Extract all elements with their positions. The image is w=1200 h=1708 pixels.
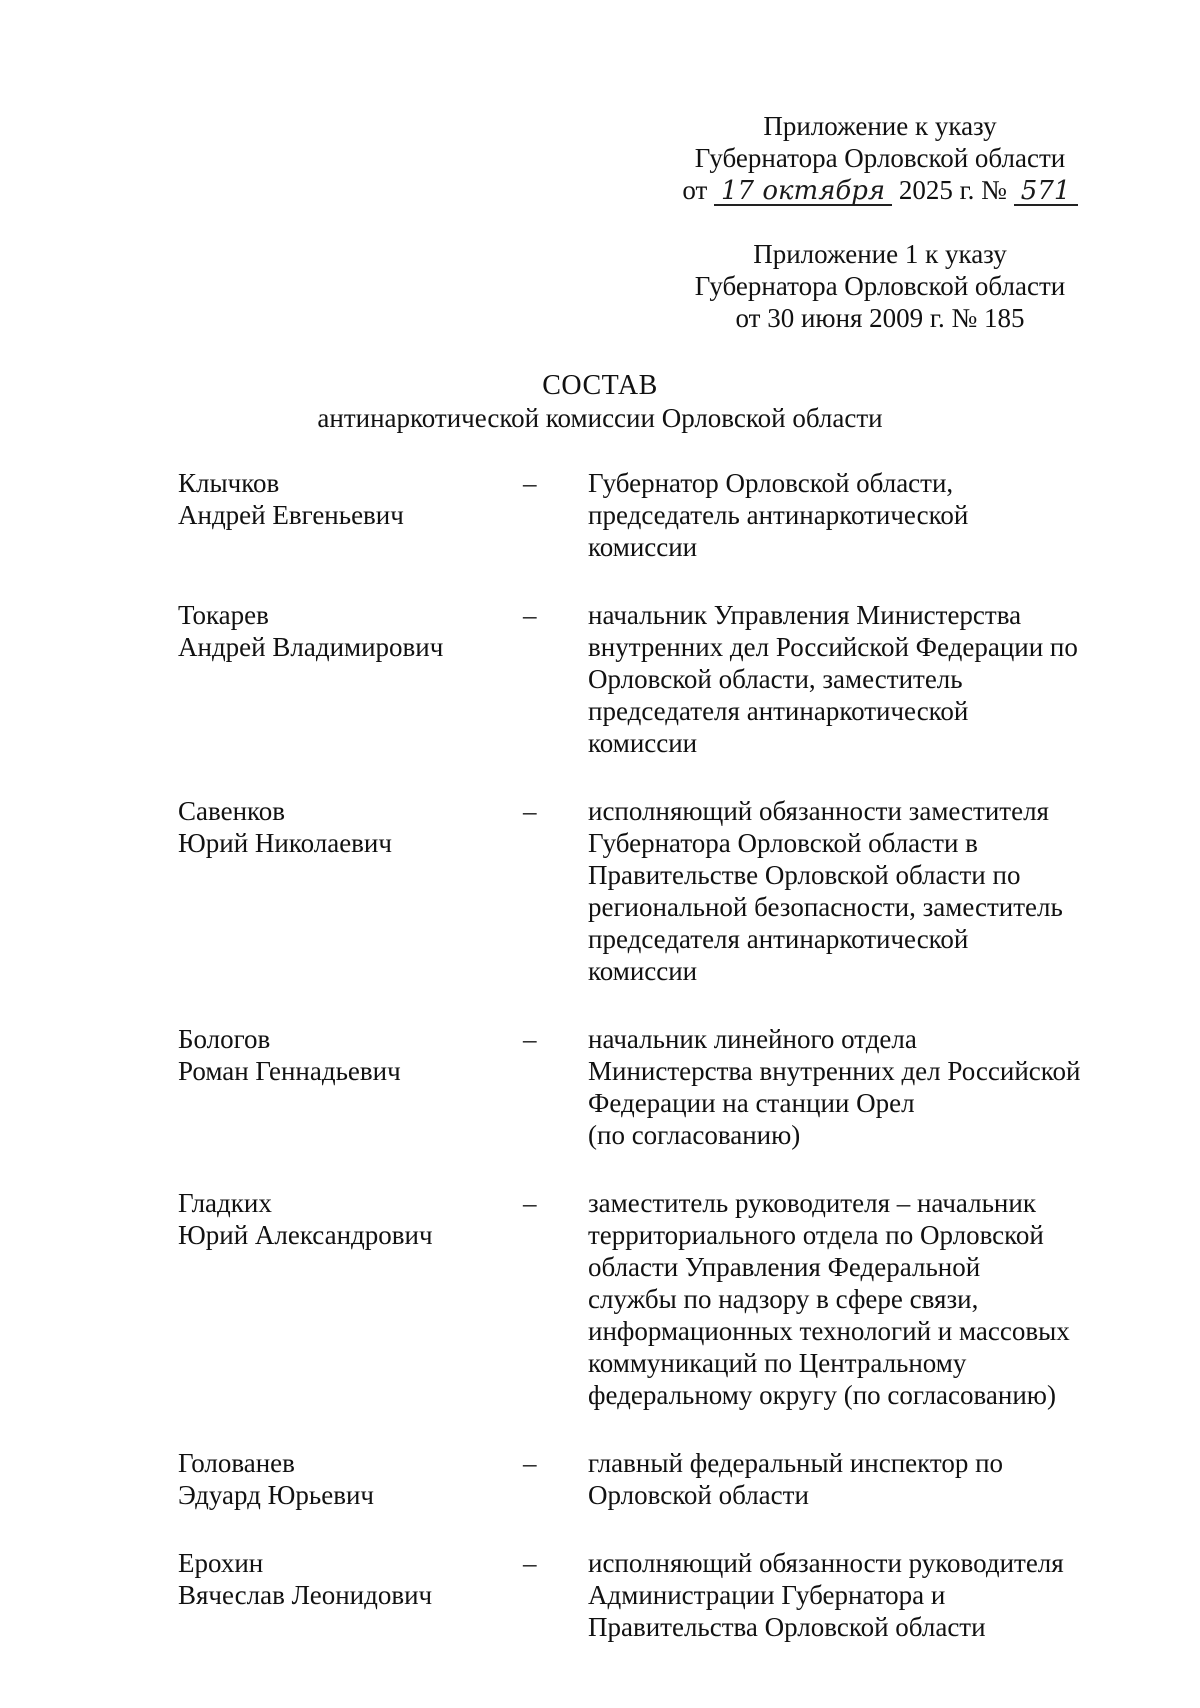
member-row bbox=[178, 1547, 1138, 1643]
member-surname: Савенков bbox=[178, 796, 286, 826]
handwritten-date: 17 октября bbox=[714, 178, 892, 206]
member-dash: – bbox=[523, 1448, 537, 1478]
member-dash: – bbox=[523, 1024, 537, 1054]
member-surname: Голованев bbox=[178, 1448, 295, 1478]
member-dash: – bbox=[523, 600, 537, 630]
member-name bbox=[178, 1023, 523, 1151]
member-position: начальник линейного отдела Министерства внутренних дел Российской Федерации на станции Орел (по согласованию) bbox=[588, 1024, 1081, 1150]
member-dash: – bbox=[523, 1548, 537, 1578]
member-row bbox=[178, 599, 1138, 759]
member-surname: Бологов bbox=[178, 1024, 271, 1054]
member-given-names: Эдуард Юрьевич bbox=[178, 1480, 374, 1510]
member-surname: Ерохин bbox=[178, 1548, 264, 1578]
member-position: исполняющий обязанности заместителя Губернатора Орловской области в Правительстве Орловской области по региональной безопасности, заместитель председателя антинаркотической комиссии bbox=[588, 796, 1063, 986]
document-title bbox=[0, 370, 1200, 434]
member-name bbox=[178, 795, 523, 987]
appendix-original-line3: от 30 июня 2009 г. № 185 bbox=[735, 303, 1025, 333]
member-dash: – bbox=[523, 468, 537, 498]
member-row bbox=[178, 467, 1138, 563]
member-dash: – bbox=[523, 1188, 537, 1218]
member-name bbox=[178, 1547, 523, 1643]
member-given-names: Вячеслав Леонидович bbox=[178, 1580, 433, 1610]
member-position: исполняющий обязанности руководителя Администрации Губернатора и Правительства Орловской области bbox=[588, 1548, 1064, 1642]
appendix-current-line2: Губернатора Орловской области bbox=[694, 143, 1066, 173]
member-row bbox=[178, 1447, 1138, 1511]
member-position: Губернатор Орловской области, председатель антинаркотической комиссии bbox=[588, 468, 969, 562]
member-name bbox=[178, 1187, 523, 1411]
member-position: заместитель руководителя – начальник территориального отдела по Орловской области Управления Федеральной службы по надзору в сфере связи, информационных технологий и массовых коммуникаций по Центральному федеральному округу (по согласованию) bbox=[588, 1188, 1070, 1410]
member-row bbox=[178, 1187, 1138, 1411]
appendix-original-block bbox=[660, 238, 1100, 334]
appendix-current-prefix: от bbox=[682, 175, 708, 205]
appendix-current-line3 bbox=[660, 174, 1100, 206]
members-list bbox=[178, 467, 1138, 1679]
member-row bbox=[178, 795, 1138, 987]
member-dash: – bbox=[523, 796, 537, 826]
member-given-names: Юрий Николаевич bbox=[178, 828, 392, 858]
member-given-names: Юрий Александрович bbox=[178, 1220, 433, 1250]
member-name bbox=[178, 599, 523, 759]
member-name bbox=[178, 467, 523, 563]
appendix-current-block bbox=[660, 110, 1100, 206]
member-surname: Токарев bbox=[178, 600, 269, 630]
member-surname: Гладких bbox=[178, 1188, 272, 1218]
appendix-original-line1: Приложение 1 к указу bbox=[753, 239, 1007, 269]
handwritten-number: 571 bbox=[1014, 178, 1078, 206]
member-given-names: Роман Геннадьевич bbox=[178, 1056, 401, 1086]
appendix-current-year: 2025 г. № bbox=[898, 175, 1007, 205]
title-subtitle: антинаркотической комиссии Орловской области bbox=[317, 403, 883, 433]
member-given-names: Андрей Владимирович bbox=[178, 632, 444, 662]
member-row bbox=[178, 1023, 1138, 1151]
member-surname: Клычков bbox=[178, 468, 280, 498]
member-position: главный федеральный инспектор по Орловской области bbox=[588, 1448, 1004, 1510]
appendix-original-line2: Губернатора Орловской области bbox=[694, 271, 1066, 301]
member-given-names: Андрей Евгеньевич bbox=[178, 500, 404, 530]
title-heading: СОСТАВ bbox=[542, 370, 658, 401]
member-position: начальник Управления Министерства внутренних дел Российской Федерации по Орловской области, заместитель председателя антинаркотической комиссии bbox=[588, 600, 1078, 758]
appendix-current-line1: Приложение к указу bbox=[763, 111, 997, 141]
member-name bbox=[178, 1447, 523, 1511]
